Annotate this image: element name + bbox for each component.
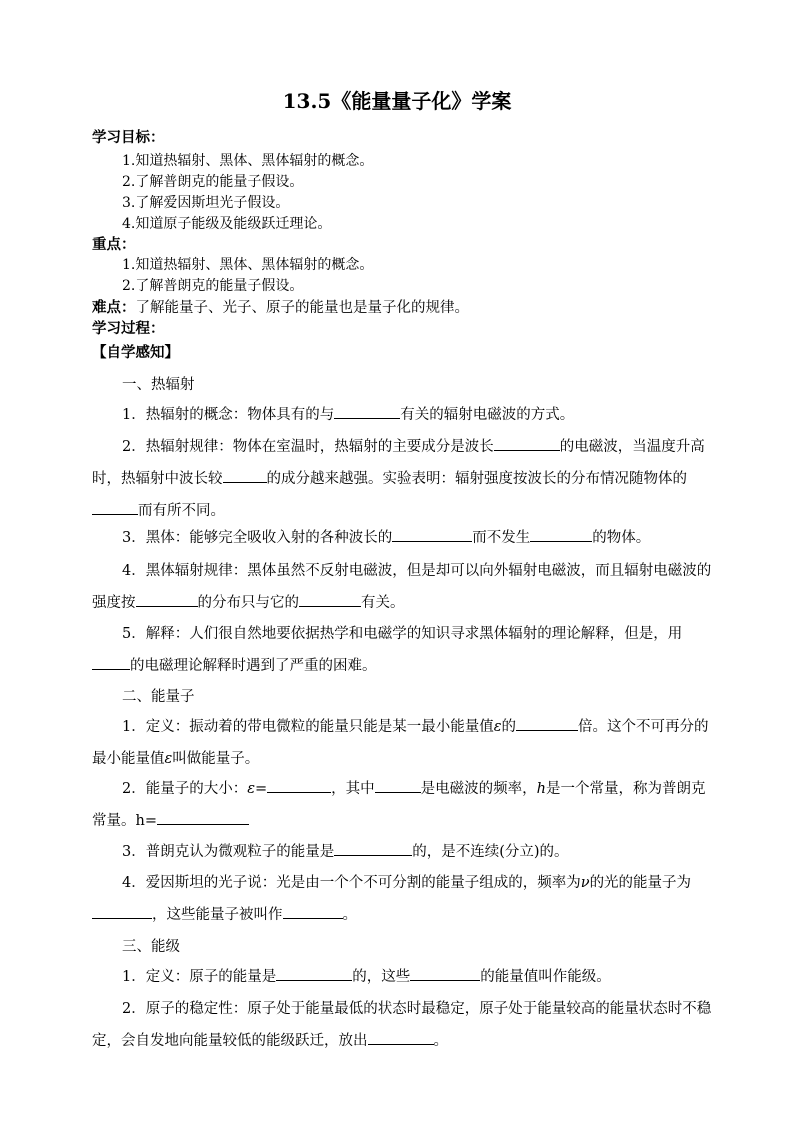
paragraph-1-3: 3．黑体：能够完全吸收入射的各种波长的 而不发生 的物体。 [122, 530, 651, 546]
answer-blank[interactable] [375, 779, 421, 793]
answer-blank[interactable] [530, 528, 592, 542]
paragraph-1-1: 1．热辐射的概念：物体具有的与 有关的辐射电磁波的方式。 [122, 407, 575, 423]
difficulty-line [92, 296, 469, 317]
paragraph-3-1: 1．定义：原子的能量是 的，这些 的能量值叫作能级。 [122, 969, 611, 985]
answer-blank[interactable] [283, 905, 343, 919]
key-item: 2.了解普朗克的能量子假设。 [122, 278, 304, 294]
paragraph-2-2: 2．能量子的大小：ε= ，其中 是电磁波的频率，h是一个常量，称为普朗克常量。h= [92, 781, 706, 829]
answer-blank[interactable] [299, 593, 361, 607]
section-title: 二、能量子 [122, 689, 195, 705]
paragraph-3-2: 2．原子的稳定性：原子处于能量最低的状态时最稳定，原子处于能量较高的能量状态时不稳定，会自发地向能量较低的能级跃迁，放出 。 [92, 1001, 712, 1049]
difficulty-heading: 难点： [92, 299, 136, 316]
goals-heading: 学习目标： [92, 129, 165, 146]
answer-blank[interactable] [92, 501, 138, 515]
answer-blank[interactable] [516, 717, 578, 731]
paragraph-2-3: 3．普朗克认为微观粒子的能量是 的，是不连续(分立)的。 [122, 844, 569, 860]
paragraph-1-2: 2．热辐射规律：物体在室温时，热辐射的主要成分是波长 的电磁波，当温度升高时，热辐射中波长较 的成分越来越强。实验表明：辐射强度按波长的分布情况随物体的 而有所不同。 [92, 439, 705, 519]
goal-item: 4.知道原子能级及能级跃迁理论。 [122, 216, 332, 232]
answer-blank[interactable] [157, 811, 249, 825]
answer-blank[interactable] [276, 967, 352, 981]
goal-item: 2.了解普朗克的能量子假设。 [122, 174, 304, 190]
self-study-heading: 【自学感知】 [92, 344, 179, 361]
answer-blank[interactable] [92, 905, 152, 919]
answer-blank[interactable] [223, 469, 267, 483]
paragraph-2-1: 1．定义：振动着的带电微粒的能量只能是某一最小能量值ε的 倍。这个不可再分的最小能量值ε叫做能量子。 [92, 719, 709, 767]
answer-blank[interactable] [494, 437, 560, 451]
answer-blank[interactable] [136, 593, 198, 607]
answer-blank[interactable] [334, 842, 412, 856]
goal-item: 1.知道热辐射、黑体、黑体辐射的概念。 [122, 153, 374, 169]
process-heading: 学习过程： [92, 320, 165, 337]
paragraph-2-4: 4．爱因斯坦的光子说：光是由一个个不可分割的能量子组成的，频率为ν的光的能量子为，这些能量子被叫作 。 [92, 867, 712, 931]
answer-blank[interactable] [334, 405, 400, 419]
section-title: 一、热辐射 [122, 377, 195, 393]
answer-blank[interactable] [267, 779, 331, 793]
key-heading: 重点： [92, 236, 136, 253]
paragraph-1-4: 4．黑体辐射规律：黑体虽然不反射电磁波，但是却可以向外辐射电磁波，而且辐射电磁波的强度按 的分布只与它的 有关。 [92, 563, 712, 611]
goal-item: 3.了解爱因斯坦光子假设。 [122, 195, 290, 211]
answer-blank[interactable] [392, 528, 472, 542]
answer-blank[interactable] [368, 1031, 434, 1045]
paragraph-1-5: 5．解释：人们很自然地要依据热学和电磁学的知识寻求黑体辐射的理论解释，但是，用的电磁理论解释时遇到了严重的困难。 [92, 618, 712, 682]
answer-blank[interactable] [410, 967, 480, 981]
page-title: 13.5《能量量子化》学案 [282, 89, 512, 113]
answer-blank[interactable] [92, 656, 130, 670]
difficulty-text: 了解能量子、光子、原子的能量也是量子化的规律。 [135, 300, 469, 316]
key-item: 1.知道热辐射、黑体、黑体辐射的概念。 [122, 257, 374, 273]
section-title: 三、能级 [122, 939, 180, 955]
